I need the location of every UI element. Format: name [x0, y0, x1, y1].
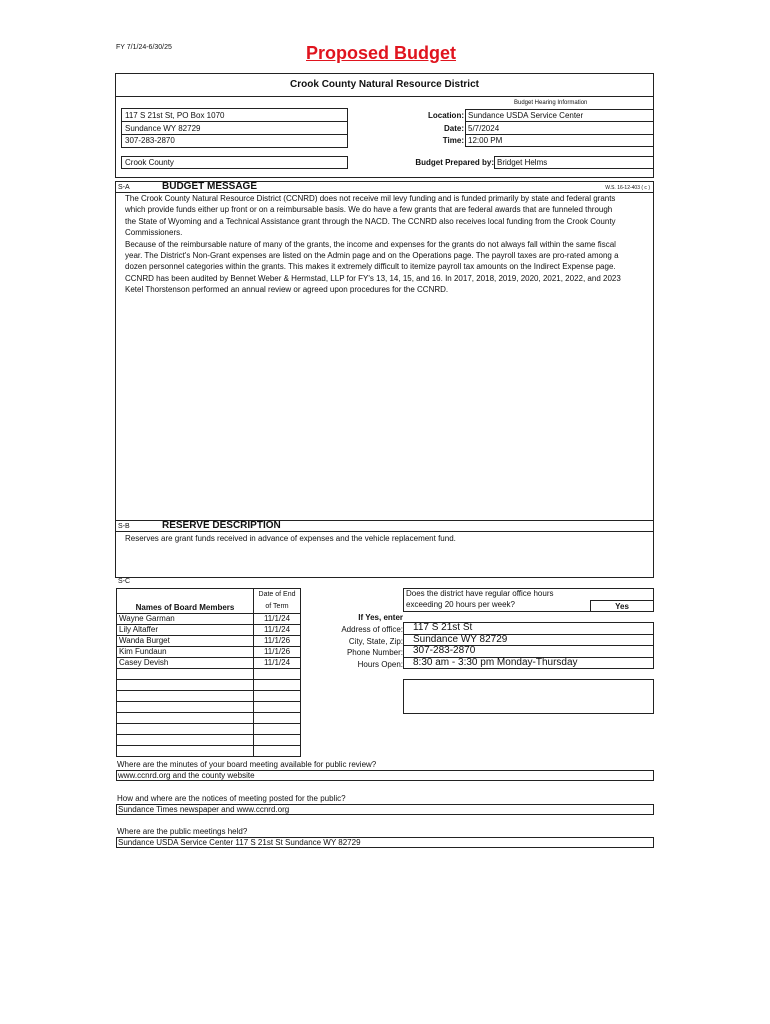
board-member-row: [117, 625, 301, 636]
message-line: Ketel Thorstenson performed an annual review or agreed upon procedures for the CCNRD.: [125, 285, 449, 295]
board-member-name: Lily Altaffer: [117, 625, 254, 636]
board-member-name: Kim Fundaun: [117, 647, 254, 658]
office-hours-label: Hours Open:: [357, 660, 403, 669]
board-member-row: [117, 724, 301, 735]
message-line: The Crook County Natural Resource District (CCNRD) does not receive mil levy funding and is funded primarily by state and federal grants: [125, 194, 616, 203]
board-member-term: [254, 713, 301, 724]
office-hours-answer: Yes: [590, 600, 654, 612]
prepared-by-label: Budget Prepared by:: [415, 158, 494, 167]
reserve-heading: RESERVE DESCRIPTION: [162, 520, 281, 531]
office-phone: 307-283-2870: [413, 645, 476, 656]
board-member-row: [117, 691, 301, 702]
minutes-answer: www.ccnrd.org and the county website: [118, 771, 255, 780]
if-yes-label: If Yes, enter: [358, 613, 403, 622]
reserve-code: S-B: [118, 523, 130, 530]
board-member-term: [254, 669, 301, 680]
board-member-name: [117, 746, 254, 757]
message-line: Commissioners.: [125, 228, 183, 238]
board-member-name: [117, 691, 254, 702]
board-member-term: [254, 680, 301, 691]
board-member-term: 11/1/26: [254, 647, 301, 658]
district-name: Crook County Natural Resource District: [290, 79, 479, 90]
board-member-term: 11/1/26: [254, 636, 301, 647]
office-question-1: Does the district have regular office hours: [406, 589, 554, 598]
term-header-line2: of Term: [265, 603, 289, 610]
board-member-term: 11/1/24: [254, 658, 301, 669]
board-member-term: [254, 691, 301, 702]
board-member-name: [117, 724, 254, 735]
office-phone-label: Phone Number:: [346, 648, 403, 657]
board-member-name: Wanda Burget: [117, 636, 254, 647]
board-term-header: [254, 589, 301, 614]
office-city-label: City, State, Zip:: [348, 637, 403, 646]
minutes-question: Where are the minutes of your board meeting available for public review?: [117, 760, 377, 769]
board-members-table: [116, 588, 301, 757]
office-city: Sundance WY 82729: [413, 634, 508, 645]
message-line: year. The District's Non-Grant expenses are listed on the Admin page and on the Operations page. The payroll taxes are pro-rated among a: [125, 251, 619, 261]
time-label: Time:: [442, 136, 464, 145]
board-member-term: [254, 735, 301, 746]
county-name: Crook County: [125, 158, 174, 167]
message-line: the State of Wyoming and a Technical Assistance grant through the NACD. The CCNRD also receives local funding from the Crook County: [125, 216, 616, 226]
office-hours: 8:30 am - 3:30 pm Monday-Thursday: [413, 657, 578, 668]
board-member-name: [117, 680, 254, 691]
board-member-name: [117, 669, 254, 680]
board-member-name: Casey Devish: [117, 658, 254, 669]
budget-message-heading: BUDGET MESSAGE: [162, 181, 258, 192]
board-member-name: [117, 735, 254, 746]
office-notes-box: [403, 679, 654, 714]
board-member-row: [117, 746, 301, 757]
address-line2: Sundance WY 82729: [125, 124, 201, 133]
board-member-row: [117, 614, 301, 625]
prepared-by: Bridget Helms: [497, 158, 548, 167]
reserve-text: Reserves are grant funds received in advance of expenses and the vehicle replacement fund.: [125, 534, 456, 543]
board-member-row: [117, 713, 301, 724]
board-member-name: [117, 702, 254, 713]
fiscal-year: FY 7/1/24-6/30/25: [116, 44, 172, 51]
board-member-row: [117, 680, 301, 691]
office-address: 117 S 21st St: [413, 622, 473, 633]
board-code: S-C: [118, 578, 131, 585]
statute-reference: W.S. 16-12-403 ( c ): [605, 185, 650, 191]
message-line: dozen personnel categories within the grants. This makes it extremely difficult to itemize payroll tax amounts on the Indirect Expense page.: [125, 262, 616, 272]
message-line: which provide funds either up front or on a reimbursable basis. We do have a few grants that are federal awards that are funneled through: [125, 205, 613, 215]
notices-question: How and where are the notices of meeting posted for the public?: [117, 794, 346, 803]
message-line: Because of the reimbursable nature of many of the grants, the income and expenses for the grants do not always fall within the same fiscal: [125, 239, 616, 249]
budget-message-code: S-A: [118, 184, 130, 191]
district-phone: 307-283-2870: [125, 136, 175, 145]
message-line: CCNRD has been audited by Bennet Weber & Hermstad, LLP for FY's 13, 14, 15, and 16. In 2017, 2018, 2019, 2020, 2021, 2022, and 2023: [125, 273, 621, 283]
date-label: Date:: [443, 124, 464, 133]
location-label: Location:: [428, 111, 464, 120]
hearing-time: 12:00 PM: [468, 136, 503, 145]
held-question: Where are the public meetings held?: [117, 827, 248, 836]
board-member-row: [117, 658, 301, 669]
office-question-2: exceeding 20 hours per week?: [406, 600, 515, 609]
board-member-row: [117, 647, 301, 658]
office-address-label: Address of office:: [341, 625, 403, 634]
board-member-name: Wayne Garman: [117, 614, 254, 625]
board-member-row: [117, 702, 301, 713]
hearing-location: Sundance USDA Service Center: [468, 111, 584, 120]
board-member-row: [117, 669, 301, 680]
hearing-heading: Budget Hearing Information: [514, 100, 588, 106]
hearing-date: 5/7/2024: [468, 124, 500, 133]
budget-message-text: [125, 193, 652, 296]
board-member-row: [117, 636, 301, 647]
board-member-name: [117, 713, 254, 724]
board-member-term: [254, 746, 301, 757]
page-title: Proposed Budget: [306, 43, 457, 63]
board-member-row: [117, 735, 301, 746]
term-header-line1: Date of End: [258, 591, 296, 598]
address-line1: 117 S 21st St, PO Box 1070: [125, 111, 225, 120]
board-member-term: 11/1/24: [254, 625, 301, 636]
board-member-term: [254, 702, 301, 713]
held-answer: Sundance USDA Service Center 117 S 21st St Sundance WY 82729: [118, 838, 361, 847]
board-name-header: Names of Board Members: [117, 589, 254, 614]
notices-answer: Sundance Times newspaper and www.ccnrd.org: [118, 805, 290, 814]
board-member-term: [254, 724, 301, 735]
board-member-term: 11/1/24: [254, 614, 301, 625]
